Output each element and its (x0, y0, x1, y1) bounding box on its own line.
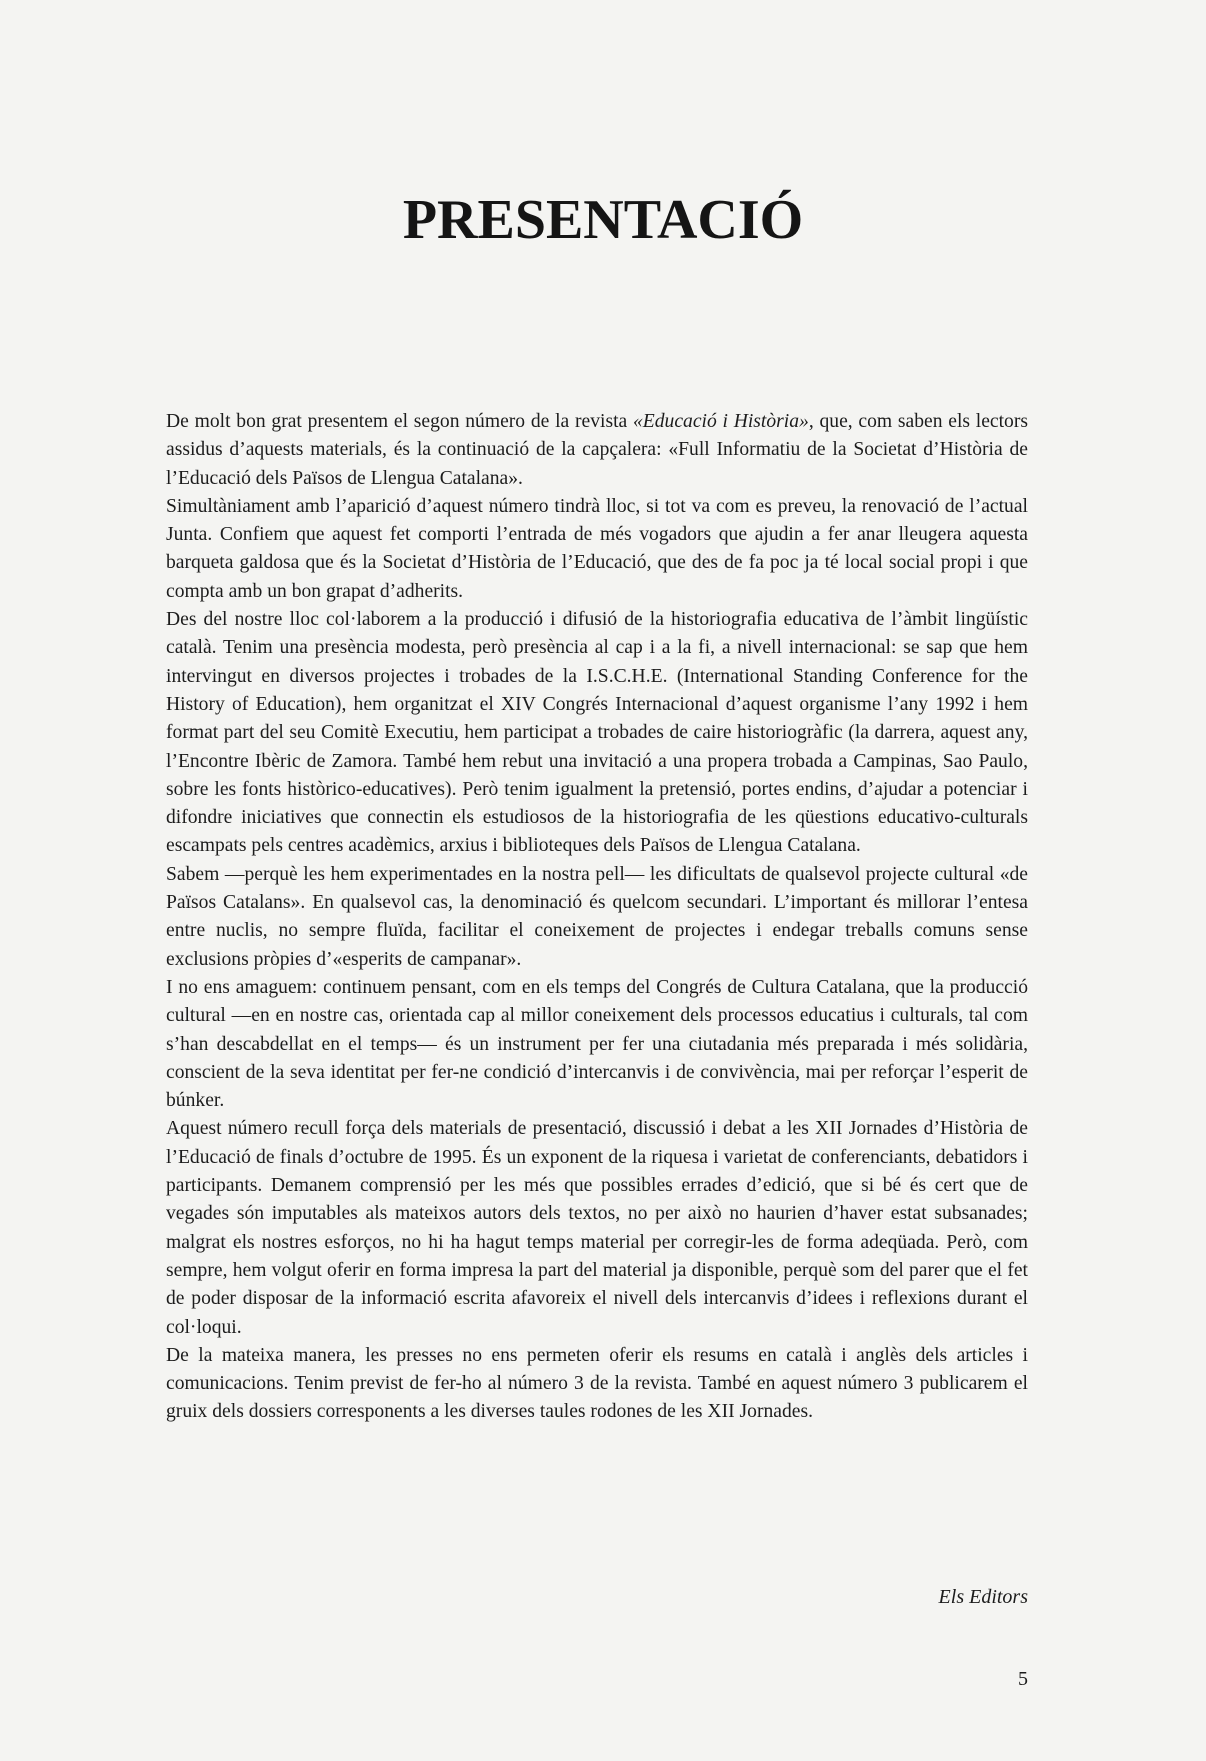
paragraph-4: Sabem —perquè les hem experimentades en la nostra pell— les dificultats de qualsevol projecte cultural «de Països Catalans». En qualsevol cas, la denominació és quelcom secundari. L’important és millorar l’entesa entre nuclis, no sempre fluïda, facilitar el coneixement de projectes i endegar treballs comuns sense exclusions pròpies d’«esperits de campanar». (166, 863, 1028, 970)
signature: Els Editors (938, 1586, 1028, 1608)
page-title: PRESENTACIÓ (402, 189, 804, 251)
paragraph-3: Des del nostre lloc col·laborem a la producció i difusió de la historiografia educativa de l’àmbit lingüístic català. Tenim una presència modesta, però presència al cap i a la fi, a nivell internacional: se sap que hem intervingut en diversos projectes i trobades de la I.S.C.H.E. (International Standing Conference for the History of Education), hem organitzat el XIV Congrés Internacional d’aquest organisme l’any 1992 i hem format part del seu Comitè Executiu, hem participat a trobades de caire historiogràfic (la darrera, aquest any, l’Encontre Ibèric de Zamora. També hem rebut una invitació a una propera trobada a Campinas, Sao Paulo, sobre les fonts històrico-educatives). Però tenim igualment la pretensió, portes endins, d’ajudar a potenciar i difondre iniciatives que connectin els estudiosos de la historiografia de les qüestions educativo-culturals escampats pels centres acadèmics, arxius i biblioteques dels Països de Llengua Catalana. (166, 609, 1028, 857)
paragraph-1 (166, 408, 1028, 493)
paragraph-6: Aquest número recull força dels materials de presentació, discussió i debat a les XII Jornades d’Història de l’Educació de finals d’octubre de 1995. És un exponent de la riquesa i varietat de conferenciants, debatidors i participants. Demanem comprensió per les més que possibles errades d’edició, que si bé és cert que de vegades són imputables als mateixos autors dels textos, no per això no haurien d’haver estat subsanades; malgrat els nostres esforços, no hi ha hagut temps material per corregir-les de forma adeqüada. Però, com sempre, hem volgut oferir en forma impresa la part del material ja disponible, perquè som del parer que el fet de poder disposar de la informació escrita afavoreix el nivell dels intercanvis d’idees i reflexions durant el col·loqui. (166, 1118, 1028, 1338)
paragraph-2: Simultàniament amb l’aparició d’aquest número tindrà lloc, si tot va com es preveu, la renovació de l’actual Junta. Confiem que aquest fet comporti l’entrada de més vogadors que ajudin a fer anar lleugera aquesta barqueta galdosa que és la Societat d’Història de l’Educació, que des de fa poc ja té local social propi i que compta amb un bon grapat d’adherits. (166, 495, 1028, 602)
journal-title-italic: «Educació i Història» (632, 411, 809, 432)
article-body (166, 408, 1028, 1427)
paragraph-5: I no ens amaguem: continuem pensant, com en els temps del Congrés de Cultura Catalana, que la producció cultural —en en nostre cas, orientada cap al millor coneixement dels processos educatius i culturals, tal com s’han descabdellat en el temps— és un instrument per fer una ciutadania més preparada i més solidària, conscient de la seva identitat per fer-ne condició d’intercanvis i de convivència, mai per reforçar l’esperit de búnker. (166, 976, 1028, 1112)
paragraph-1-text-before: De molt bon grat presentem el segon número de la revista (166, 411, 633, 432)
paragraph-1-text-after: , que, com saben els lectors assidus d’aquests materials, és la continuació de la capçalera: «Full Informatiu de la Societat d’Història de l’Educació dels Països de Llengua Catalana». (166, 411, 1029, 489)
page-number: 5 (1018, 1668, 1028, 1690)
paragraph-7: De la mateixa manera, les presses no ens permeten oferir els resums en català i anglès dels articles i comunicacions. Tenim previst de fer-ho al número 3 de la revista. També en aquest número 3 publicarem el gruix dels dossiers corresponents a les diverses taules rodones de les XII Jornades. (166, 1344, 1028, 1423)
